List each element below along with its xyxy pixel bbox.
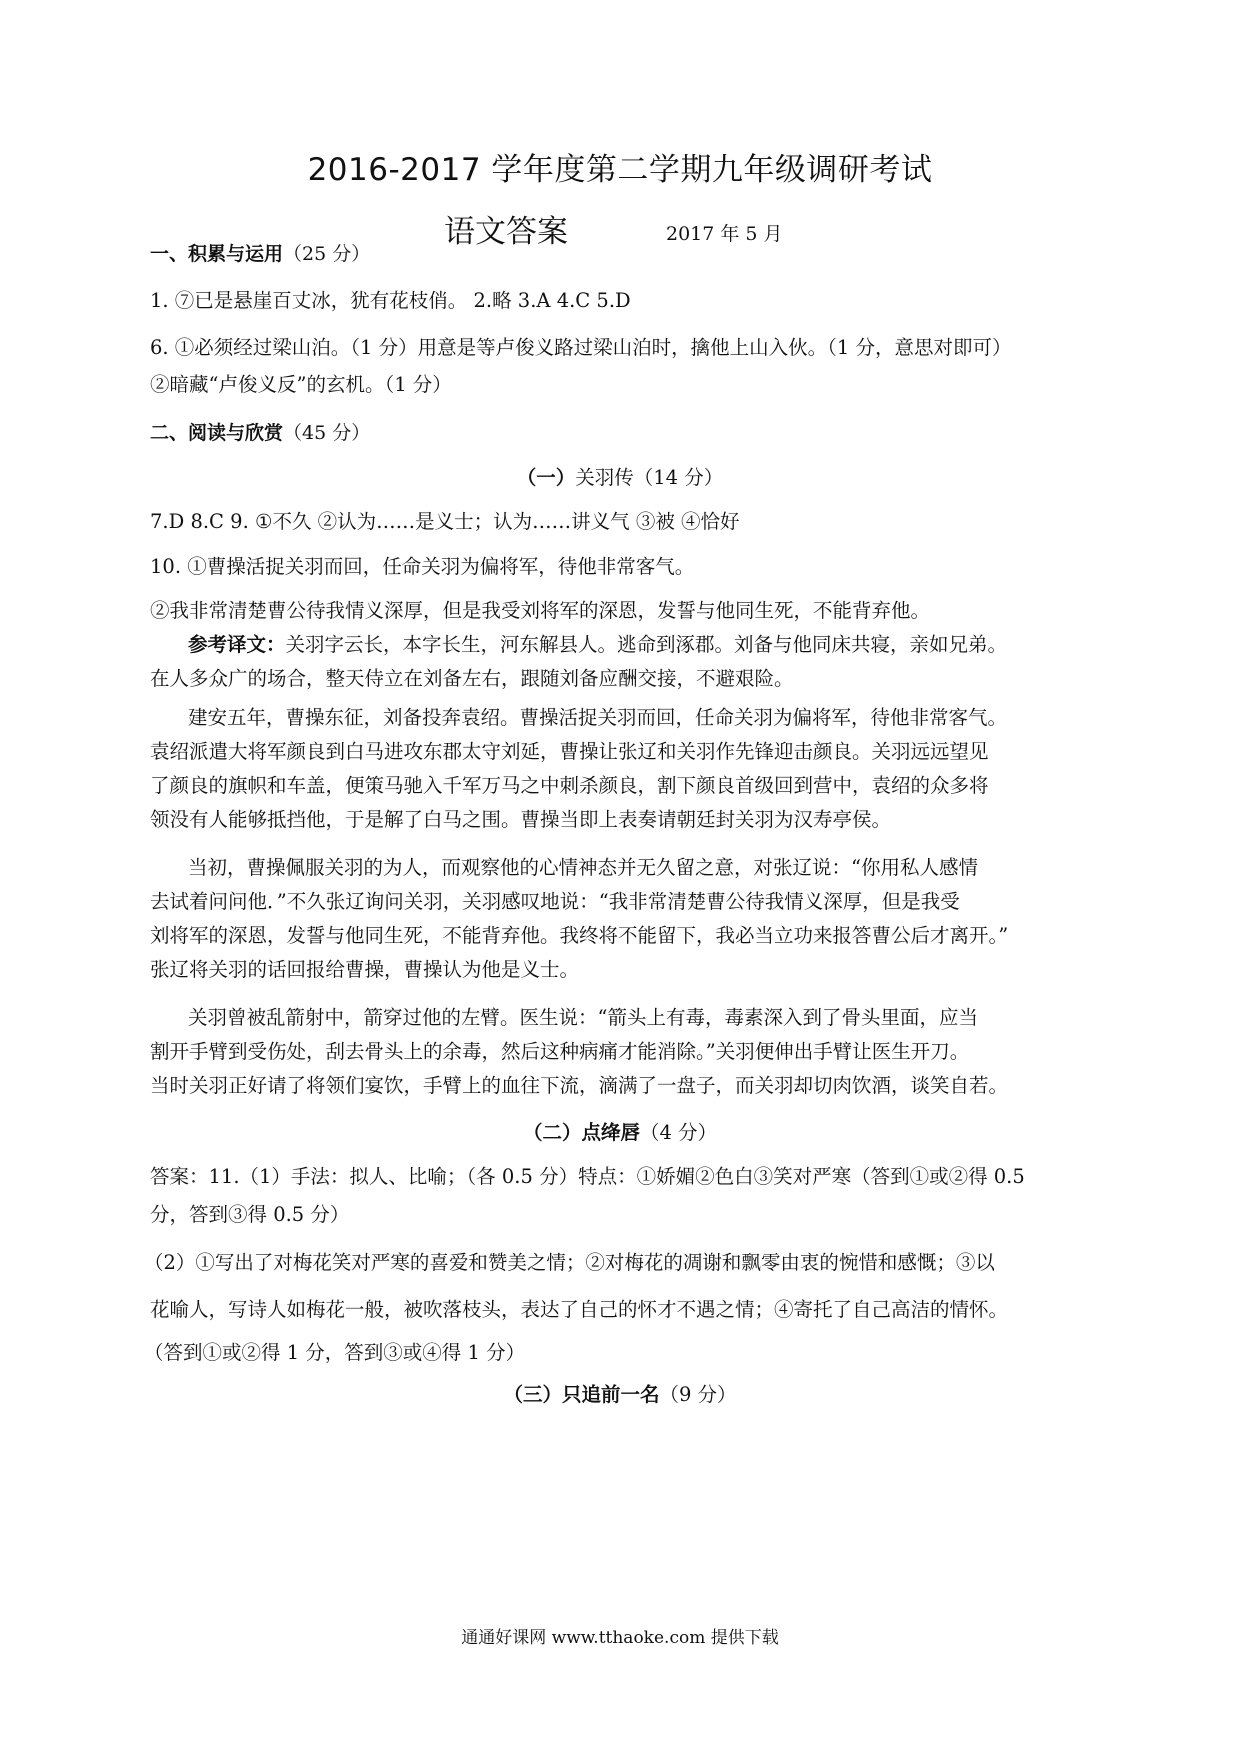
translation-line: 领没有人能够抵挡他，于是解了白马之围。曹操当即上表奏请朝廷封关羽为汉寿亭侯。 [150,808,892,831]
page-title: 2016-2017 学年度第二学期九年级调研考试 [307,152,933,188]
answer-q11-line: 花喻人，写诗人如梅花一般，被吹落枝头，表达了自己的怀才不遇之情；④寄托了自己高洁的情怀。 [150,1298,1009,1321]
subsection-heading-3 [0,1380,1240,1410]
section-heading-part2 [150,418,1110,448]
footer-credit: 通通好课网 www.tthaoke.com 提供下载 [461,1628,779,1648]
section-points: （25 分） [283,243,371,265]
translation-line: 张辽将关羽的话回报给曹操，曹操认为他是义士。 [150,958,580,981]
translation-line: 袁绍派遣大将军颜良到白马进攻东郡太守刘延，曹操让张辽和关羽作先锋迎击颜良。关羽远远望见 [150,740,989,763]
subsection-title: （三）只追前一名 [503,1383,660,1406]
translation-line: 当初，曹操佩服关羽的为人，而观察他的心情神态并无久留之意，对张辽说：“你用私人感情 [188,856,978,879]
section-points: （45 分） [283,422,371,444]
subtitle: 语文答案 [444,214,568,250]
answer-q1-5: 1. ⑦已是悬崖百丈冰，犹有花枝俏。 2.略 3.A 4.C 5.D [150,289,631,312]
subsection-title: 关羽传（14 分） [575,466,724,489]
answer-q7-9: 7.D 8.C 9. ①不久 ②认为……是义士；认为……讲义气 ③被 ④恰好 [150,510,740,533]
subsection-title: （二）点绛唇 [522,1121,640,1144]
subsection-number: （一） [516,466,576,489]
subsection-heading-2 [0,1118,1240,1148]
translation-line: 关羽曾被乱箭射中，箭穿过他的左臂。医生说：“箭头上有毒，毒素深入到了骨头里面，应当 [188,1006,978,1029]
translation-line: 在人多众广的场合，整天侍立在刘备左右，跟随刘备应酬交接，不避艰险。 [150,667,794,690]
answer-q11-line: （答到①或②得 1 分，答到③或④得 1 分） [144,1341,526,1364]
translation-label: 参考译文： [188,633,286,656]
subsection-points: （9 分） [659,1383,737,1406]
translation-line: 当时关羽正好请了将领们宴饮，手臂上的血往下流，滴满了一盘子，而关羽却切肉饮酒，谈笑自若。 [150,1074,1009,1097]
translation-line: 刘将军的深恩，发誓与他同生死，不能背弃他。我终将不能留下，我必当立功来报答曹公后才离开。” [150,924,1009,947]
translation-line: 割开手臂到受伤处，刮去骨头上的余毒，然后这种病痛才能消除。”关羽便伸出手臂让医生开刀。 [150,1040,970,1063]
answer-q11-line: 分，答到③得 0.5 分） [150,1203,350,1226]
section-heading-part1 [150,239,1110,269]
section-title: 二、阅读与欣赏 [150,422,284,444]
answer-q11-line: 答案：11.（1）手法：拟人、比喻；（各 0.5 分）特点：①娇媚②色白③笑对严寒（答到①或②得 0.5 [150,1165,1025,1188]
translation-line: 建安五年，曹操东征，刘备投奔袁绍。曹操活捉关羽而回，任命关羽为偏将军，待他非常客气。 [188,706,1008,729]
translation-line: 了颜良的旗帜和车盖，便策马驰入千军万马之中刺杀颜良，割下颜良首级回到营中，袁绍的众多将 [150,774,989,797]
section-title: 一、积累与运用 [150,243,284,265]
translation-line: 参考译文：关羽字云长，本字长生，河东解县人。逃命到涿郡。刘备与他同床共寝，亲如兄弟。 [188,633,1008,656]
answer-q6-b: ②暗藏“卢俊义反”的玄机。（1 分） [150,373,452,396]
subsection-points: （4 分） [639,1121,718,1144]
subsection-heading-1 [0,463,1240,493]
answer-q10-a: 10. ①曹操活捉关羽而回，任命关羽为偏将军，待他非常客气。 [150,555,695,578]
translation-line: 去试着问问他．”不久张辽询问关羽，关羽感叹地说：“我非常清楚曹公待我情义深厚，但是我受 [150,890,960,913]
exam-date: 2017 年 5 月 [666,223,783,245]
answer-q11-line: （2）①写出了对梅花笑对严寒的喜爱和赞美之情；②对梅花的凋谢和飘零由衷的惋惜和感慨；③以 [144,1251,995,1274]
answer-q10-b: ②我非常清楚曹公待我情义深厚，但是我受刘将军的深恩，发誓与他同生死，不能背弃他。 [150,599,931,622]
answer-q6-a: 6. ①必须经过梁山泊。（1 分）用意是等卢俊义路过梁山泊时，擒他上山入伙。（1 分，意思对即可） [150,336,1012,359]
